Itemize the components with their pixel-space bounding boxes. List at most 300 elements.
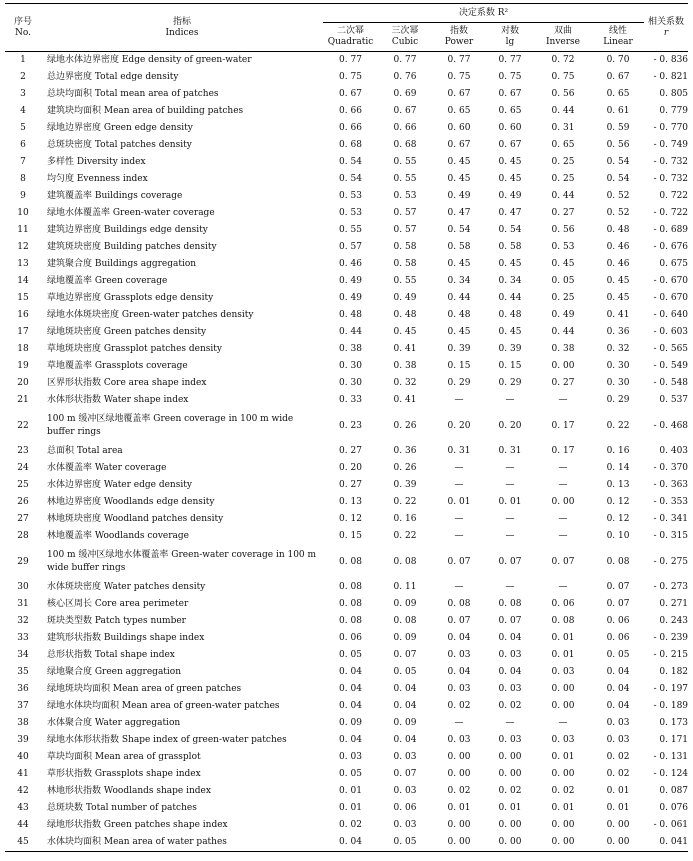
header-model-power [432, 23, 486, 52]
value-correlation: 0. 041 [644, 834, 688, 852]
table-row [5, 545, 688, 579]
value-lg: 0. 01 [498, 497, 522, 507]
value-power: — [454, 531, 464, 541]
table-row [5, 307, 688, 324]
row-indicator: 水体边界密度 Water edge density [47, 480, 192, 490]
value-lg: 0. 49 [498, 191, 522, 201]
value-linear: 0. 02 [606, 752, 630, 762]
value-cubic: 0. 67 [393, 106, 417, 116]
table-row [5, 681, 688, 698]
value-power: 0. 34 [447, 276, 471, 286]
value-inverse: 0. 27 [551, 378, 575, 388]
value-quadratic: 0. 08 [339, 616, 362, 626]
value-quadratic: 0. 23 [339, 420, 362, 431]
table-row [5, 630, 688, 647]
value-correlation: 0. 271 [659, 599, 689, 609]
value-correlation: - 0. 836 [653, 55, 689, 65]
value-power: 0. 07 [447, 616, 471, 626]
value-cubic: 0. 09 [393, 599, 417, 609]
value-power: 0. 49 [447, 191, 471, 201]
value-inverse: — [558, 514, 568, 524]
value-cubic: 0. 49 [393, 293, 417, 303]
row-number: 17 [17, 327, 29, 337]
value-correlation: 0. 087 [659, 786, 689, 796]
value-inverse: 0. 27 [551, 208, 575, 218]
table-row [5, 647, 688, 664]
row-indicator: 水体覆盖率 Water coverage [47, 463, 167, 473]
value-cubic: 0. 57 [393, 208, 417, 218]
row-number: 16 [17, 310, 29, 320]
value-quadratic: 0. 09 [339, 718, 362, 728]
header-model-quadratic [323, 23, 378, 52]
value-quadratic: 0. 15 [339, 531, 362, 541]
value-correlation: - 0. 548 [653, 378, 689, 388]
value-quadratic: 0. 04 [339, 684, 362, 694]
regression-table [5, 3, 688, 852]
value-inverse: 0. 00 [534, 834, 592, 852]
value-inverse: 0. 44 [551, 106, 575, 116]
value-power: 0. 03 [447, 684, 471, 694]
value-power: 0. 54 [447, 225, 471, 235]
table-row [5, 715, 688, 732]
row-indicator: 绿地水体覆盖率 Green-water coverage [47, 208, 215, 218]
value-cubic: 0. 58 [393, 259, 417, 269]
value-correlation: - 0. 565 [653, 344, 689, 354]
value-quadratic: 0. 54 [339, 174, 362, 184]
row-indicator: 绿地形状指数 Green patches shape index [47, 820, 228, 830]
value-correlation: - 0. 770 [653, 123, 689, 133]
row-indicator: 林地斑块密度 Woodland patches density [47, 514, 224, 524]
value-correlation: - 0. 670 [653, 293, 689, 303]
value-quadratic: 0. 38 [339, 344, 362, 354]
value-inverse: 0. 17 [551, 446, 575, 456]
value-linear: 0. 01 [606, 786, 630, 796]
value-quadratic: 0. 04 [323, 834, 378, 852]
row-indicator: 草地覆盖率 Grassplots coverage [47, 361, 188, 371]
row-number: 15 [17, 293, 29, 303]
model-cn: 指数 [449, 26, 468, 36]
value-inverse: 0. 65 [551, 140, 575, 150]
value-correlation: 0. 722 [659, 191, 689, 201]
value-cubic: 0. 16 [393, 514, 417, 524]
row-number: 4 [20, 106, 26, 116]
value-inverse: 0. 03 [551, 735, 575, 745]
row-number: 2 [20, 72, 26, 82]
row-indicator: 总块均面积 Total mean area of patches [47, 89, 219, 99]
value-correlation: - 0. 061 [653, 820, 689, 830]
value-inverse: 0. 31 [551, 123, 575, 133]
value-quadratic: 0. 04 [339, 735, 362, 745]
value-lg: 0. 67 [498, 89, 522, 99]
value-linear: 0. 04 [606, 701, 630, 711]
value-cubic: 0. 22 [393, 497, 417, 507]
value-inverse: 0. 44 [551, 191, 575, 201]
value-quadratic: 0. 30 [339, 378, 362, 388]
value-lg: 0. 20 [498, 420, 522, 431]
value-lg: 0. 29 [498, 378, 522, 388]
value-cubic: 0. 57 [393, 225, 417, 235]
value-lg: 0. 34 [498, 276, 522, 286]
value-cubic: 0. 77 [393, 55, 417, 65]
value-inverse: 0. 07 [551, 556, 575, 567]
table-row [5, 375, 688, 392]
value-lg: 0. 04 [498, 667, 522, 677]
value-linear: 0. 67 [606, 72, 630, 82]
value-linear: 0. 07 [606, 599, 630, 609]
value-quadratic: 0. 03 [339, 752, 362, 762]
value-cubic: 0. 45 [393, 327, 417, 337]
row-number: 21 [17, 395, 29, 405]
row-number: 38 [17, 718, 29, 728]
value-inverse: 0. 01 [551, 803, 575, 813]
row-number: 44 [17, 820, 29, 830]
value-inverse: 0. 72 [551, 55, 575, 65]
value-correlation: 0. 076 [659, 803, 689, 813]
value-quadratic: 0. 49 [339, 276, 362, 286]
value-linear: 0. 54 [606, 157, 630, 167]
value-cubic: 0. 41 [393, 344, 417, 354]
row-number: 29 [17, 556, 29, 567]
row-indicator: 建筑聚合度 Buildings aggregation [47, 259, 197, 269]
row-indicator: 核心区周长 Core area perimeter [47, 599, 189, 609]
table-header [5, 4, 688, 52]
header-r-cn: 相关系数 [648, 16, 685, 27]
value-power: 0. 45 [447, 327, 471, 337]
value-power: 0. 07 [447, 556, 471, 567]
row-number: 28 [17, 531, 29, 541]
table-row [5, 86, 688, 103]
table-row [5, 171, 688, 188]
value-power: — [454, 395, 464, 405]
value-correlation: - 0. 732 [653, 174, 689, 184]
model-en: Cubic [391, 37, 419, 47]
value-correlation: - 0. 689 [653, 225, 689, 235]
table-row [5, 596, 688, 613]
value-linear: 0. 00 [606, 820, 630, 830]
value-power: — [454, 463, 464, 473]
value-inverse: 0. 44 [551, 327, 575, 337]
table-row [5, 494, 688, 511]
table-row [5, 443, 688, 460]
value-lg: 0. 77 [498, 55, 522, 65]
value-inverse: 0. 01 [551, 752, 575, 762]
value-lg: 0. 60 [498, 123, 522, 133]
value-cubic: 0. 36 [393, 446, 417, 456]
value-linear: 0. 41 [606, 310, 630, 320]
value-quadratic: 0. 66 [339, 106, 362, 116]
value-lg: 0. 07 [498, 556, 522, 567]
table-row [5, 324, 688, 341]
row-number: 19 [17, 361, 29, 371]
value-correlation: 0. 243 [659, 616, 689, 626]
value-power: 0. 00 [447, 752, 471, 762]
value-quadratic: 0. 66 [339, 123, 362, 133]
value-cubic: 0. 32 [393, 378, 417, 388]
value-quadratic: 0. 13 [339, 497, 362, 507]
table-row [5, 698, 688, 715]
value-lg: 0. 47 [498, 208, 522, 218]
value-power: 0. 45 [447, 259, 471, 269]
row-indicator: 建筑形状指数 Buildings shape index [47, 633, 205, 643]
value-power: — [454, 480, 464, 490]
value-quadratic: 0. 27 [339, 446, 362, 456]
value-quadratic: 0. 08 [339, 582, 362, 592]
value-linear: 0. 16 [606, 446, 630, 456]
header-indices-cn: 指标 [172, 16, 191, 27]
table-row [5, 154, 688, 171]
row-indicator: 建筑斑块密度 Building patches density [47, 242, 217, 252]
table-row [5, 273, 688, 290]
value-inverse: 0. 56 [551, 89, 575, 99]
value-cubic: 0. 03 [393, 786, 417, 796]
value-linear: 0. 46 [606, 259, 630, 269]
value-lg: 0. 44 [498, 293, 522, 303]
value-linear: 0. 65 [606, 89, 630, 99]
row-number: 45 [5, 834, 41, 852]
value-cubic: 0. 04 [393, 684, 417, 694]
row-indicator: 绿地斑块均面积 Mean area of green patches [47, 684, 242, 694]
row-number: 36 [17, 684, 29, 694]
value-linear: 0. 70 [606, 55, 630, 65]
value-linear: 0. 29 [606, 395, 630, 405]
value-power: 0. 45 [447, 157, 471, 167]
value-lg: 0. 31 [498, 446, 522, 456]
value-lg: 0. 03 [498, 735, 522, 745]
row-number: 11 [17, 225, 29, 235]
value-linear: 0. 61 [606, 106, 630, 116]
value-lg: — [505, 531, 515, 541]
value-lg: — [505, 582, 515, 592]
row-number: 10 [17, 208, 29, 218]
row-number: 20 [17, 378, 29, 388]
value-power: 0. 45 [447, 174, 471, 184]
value-correlation: - 0. 722 [653, 208, 689, 218]
value-linear: 0. 03 [606, 718, 630, 728]
value-lg: 0. 00 [498, 820, 522, 830]
row-number: 9 [20, 191, 26, 201]
value-power: 0. 03 [447, 650, 471, 660]
value-correlation: - 0. 341 [653, 514, 689, 524]
value-linear: 0. 06 [606, 616, 630, 626]
value-linear: 0. 30 [606, 361, 630, 371]
value-cubic: 0. 09 [393, 718, 417, 728]
value-power: 0. 01 [447, 497, 471, 507]
value-cubic: 0. 08 [393, 556, 417, 567]
value-linear: 0. 12 [606, 497, 630, 507]
value-correlation: 0. 182 [659, 667, 689, 677]
value-inverse: 0. 45 [551, 259, 575, 269]
row-number: 27 [17, 514, 29, 524]
value-correlation: 0. 537 [659, 395, 689, 405]
table-row [5, 800, 688, 817]
header-model-linear [592, 23, 644, 52]
row-indicator: 林地形状指数 Woodlands shape index [47, 786, 211, 796]
row-indicator: 斑块类型数 Patch types number [47, 616, 186, 626]
model-en: Power [444, 37, 474, 47]
value-correlation: - 0. 549 [653, 361, 689, 371]
value-cubic: 0. 55 [393, 276, 417, 286]
value-correlation: - 0. 273 [653, 582, 689, 592]
header-r-en: r [663, 27, 669, 38]
row-indicator: 草形状指数 Grassplots shape index [47, 769, 201, 779]
row-indicator: 水体斑块密度 Water patches density [47, 582, 206, 592]
value-cubic: 0. 22 [393, 531, 417, 541]
value-quadratic: 0. 12 [339, 514, 362, 524]
value-correlation: - 0. 676 [653, 242, 689, 252]
value-linear: 0. 04 [606, 684, 630, 694]
row-number: 5 [20, 123, 26, 133]
value-inverse: 0. 02 [551, 786, 575, 796]
value-power: 0. 00 [447, 769, 471, 779]
value-power: 0. 48 [447, 310, 471, 320]
row-indicator: 绿地边界密度 Green edge density [47, 123, 193, 133]
row-indicator: 林地覆盖率 Woodlands coverage [47, 531, 190, 541]
value-correlation: 0. 171 [659, 735, 689, 745]
row-indicator: 100 m 缓冲区绿地覆盖率 Green coverage in 100 m wide buffer rings [47, 414, 294, 437]
value-inverse: 0. 06 [551, 599, 575, 609]
value-lg: 0. 45 [498, 157, 522, 167]
row-number: 25 [17, 480, 29, 490]
value-inverse: 0. 05 [551, 276, 575, 286]
value-correlation: 0. 675 [659, 259, 689, 269]
row-indicator: 绿地水体边界密度 Edge density of green-water [47, 55, 252, 65]
table-row [5, 239, 688, 256]
value-power: — [454, 582, 464, 592]
value-correlation: 0. 779 [659, 106, 689, 116]
value-inverse: 0. 56 [551, 225, 575, 235]
value-linear: 0. 00 [592, 834, 644, 852]
value-linear: 0. 01 [606, 803, 630, 813]
value-quadratic: 0. 02 [339, 820, 362, 830]
row-indicator: 总斑块密度 Total patches density [47, 140, 192, 150]
row-indicator: 绿地斑块密度 Green patches density [47, 327, 207, 337]
row-number: 18 [17, 344, 29, 354]
row-indicator: 建筑覆盖率 Buildings coverage [47, 191, 183, 201]
row-indicator: 绿地水体斑块密度 Green-water patches density [47, 310, 254, 320]
value-inverse: — [558, 480, 568, 490]
row-indicator: 绿地水体形状指数 Shape index of green-water patches [47, 735, 287, 745]
value-power: 0. 04 [447, 667, 471, 677]
table-row [5, 188, 688, 205]
value-correlation: - 0. 124 [653, 769, 689, 779]
table-row [5, 477, 688, 494]
model-en: Inverse [545, 37, 580, 47]
value-power: 0. 04 [447, 633, 471, 643]
header-r [644, 4, 688, 52]
value-inverse: 0. 01 [551, 650, 575, 660]
table-row [5, 834, 688, 852]
value-power: 0. 02 [447, 786, 471, 796]
value-inverse: 0. 01 [551, 633, 575, 643]
table-row [5, 460, 688, 477]
value-cubic: 0. 69 [393, 89, 417, 99]
value-linear: 0. 54 [606, 174, 630, 184]
value-cubic: 0. 38 [393, 361, 417, 371]
value-quadratic: 0. 01 [339, 803, 362, 813]
table-body [5, 52, 688, 852]
table-row [5, 783, 688, 800]
value-quadratic: 0. 08 [339, 599, 362, 609]
row-number: 22 [17, 420, 29, 431]
value-power: 0. 03 [447, 735, 471, 745]
value-power: 0. 67 [447, 89, 471, 99]
value-linear: 0. 46 [606, 242, 630, 252]
value-correlation: - 0. 197 [653, 684, 689, 694]
model-cn: 二次幂 [336, 26, 364, 36]
value-lg: 0. 00 [498, 752, 522, 762]
header-r2-group: 决定系数 R² [323, 4, 644, 23]
value-cubic: 0. 04 [393, 701, 417, 711]
row-number: 34 [17, 650, 29, 660]
header-no-en: No. [15, 27, 31, 38]
value-inverse: 0. 00 [551, 684, 575, 694]
value-cubic: 0. 68 [393, 140, 417, 150]
row-number: 31 [17, 599, 29, 609]
value-quadratic: 0. 77 [339, 55, 362, 65]
value-power: 0. 08 [447, 599, 471, 609]
value-quadratic: 0. 01 [339, 786, 362, 796]
value-inverse: 0. 25 [551, 157, 575, 167]
value-quadratic: 0. 57 [339, 242, 362, 252]
value-power: 0. 00 [432, 834, 486, 852]
value-lg: — [505, 463, 515, 473]
value-linear: 0. 56 [606, 140, 630, 150]
value-power: — [454, 514, 464, 524]
table-row [5, 120, 688, 137]
value-lg: 0. 03 [498, 684, 522, 694]
value-cubic: 0. 05 [393, 667, 417, 677]
model-cn: 对数 [500, 26, 519, 36]
value-lg: 0. 45 [498, 174, 522, 184]
value-correlation: - 0. 215 [653, 650, 689, 660]
value-cubic: 0. 08 [393, 616, 417, 626]
row-indicator: 总斑块数 Total number of patches [47, 803, 197, 813]
value-cubic: 0. 09 [393, 633, 417, 643]
value-correlation: - 0. 189 [653, 701, 689, 711]
row-number: 7 [20, 157, 26, 167]
value-linear: 0. 10 [606, 531, 630, 541]
row-indicator: 草地边界密度 Grassplots edge density [47, 293, 214, 303]
value-linear: 0. 30 [606, 378, 630, 388]
value-correlation: - 0. 640 [653, 310, 689, 320]
value-quadratic: 0. 55 [339, 225, 362, 235]
value-cubic: 0. 55 [393, 157, 417, 167]
value-linear: 0. 45 [606, 276, 630, 286]
value-linear: 0. 52 [606, 208, 630, 218]
value-power: 0. 39 [447, 344, 471, 354]
table-row [5, 52, 688, 70]
value-lg: 0. 54 [498, 225, 522, 235]
value-quadratic: 0. 49 [339, 293, 362, 303]
value-inverse: — [558, 463, 568, 473]
table-row [5, 358, 688, 375]
value-power: 0. 60 [447, 123, 471, 133]
value-power: 0. 47 [447, 208, 471, 218]
row-number: 3 [20, 89, 26, 99]
value-linear: 0. 14 [606, 463, 630, 473]
row-number: 32 [17, 616, 29, 626]
model-en: Linear [603, 37, 633, 47]
row-indicator: 绿地聚合度 Green aggregation [47, 667, 182, 677]
value-correlation: 0. 403 [659, 446, 689, 456]
value-quadratic: 0. 54 [339, 157, 362, 167]
row-number: 12 [17, 242, 29, 252]
value-correlation: - 0. 370 [653, 463, 689, 473]
value-inverse: 0. 00 [551, 769, 575, 779]
value-linear: 0. 03 [606, 735, 630, 745]
value-inverse: 0. 03 [551, 667, 575, 677]
value-quadratic: 0. 05 [339, 650, 362, 660]
